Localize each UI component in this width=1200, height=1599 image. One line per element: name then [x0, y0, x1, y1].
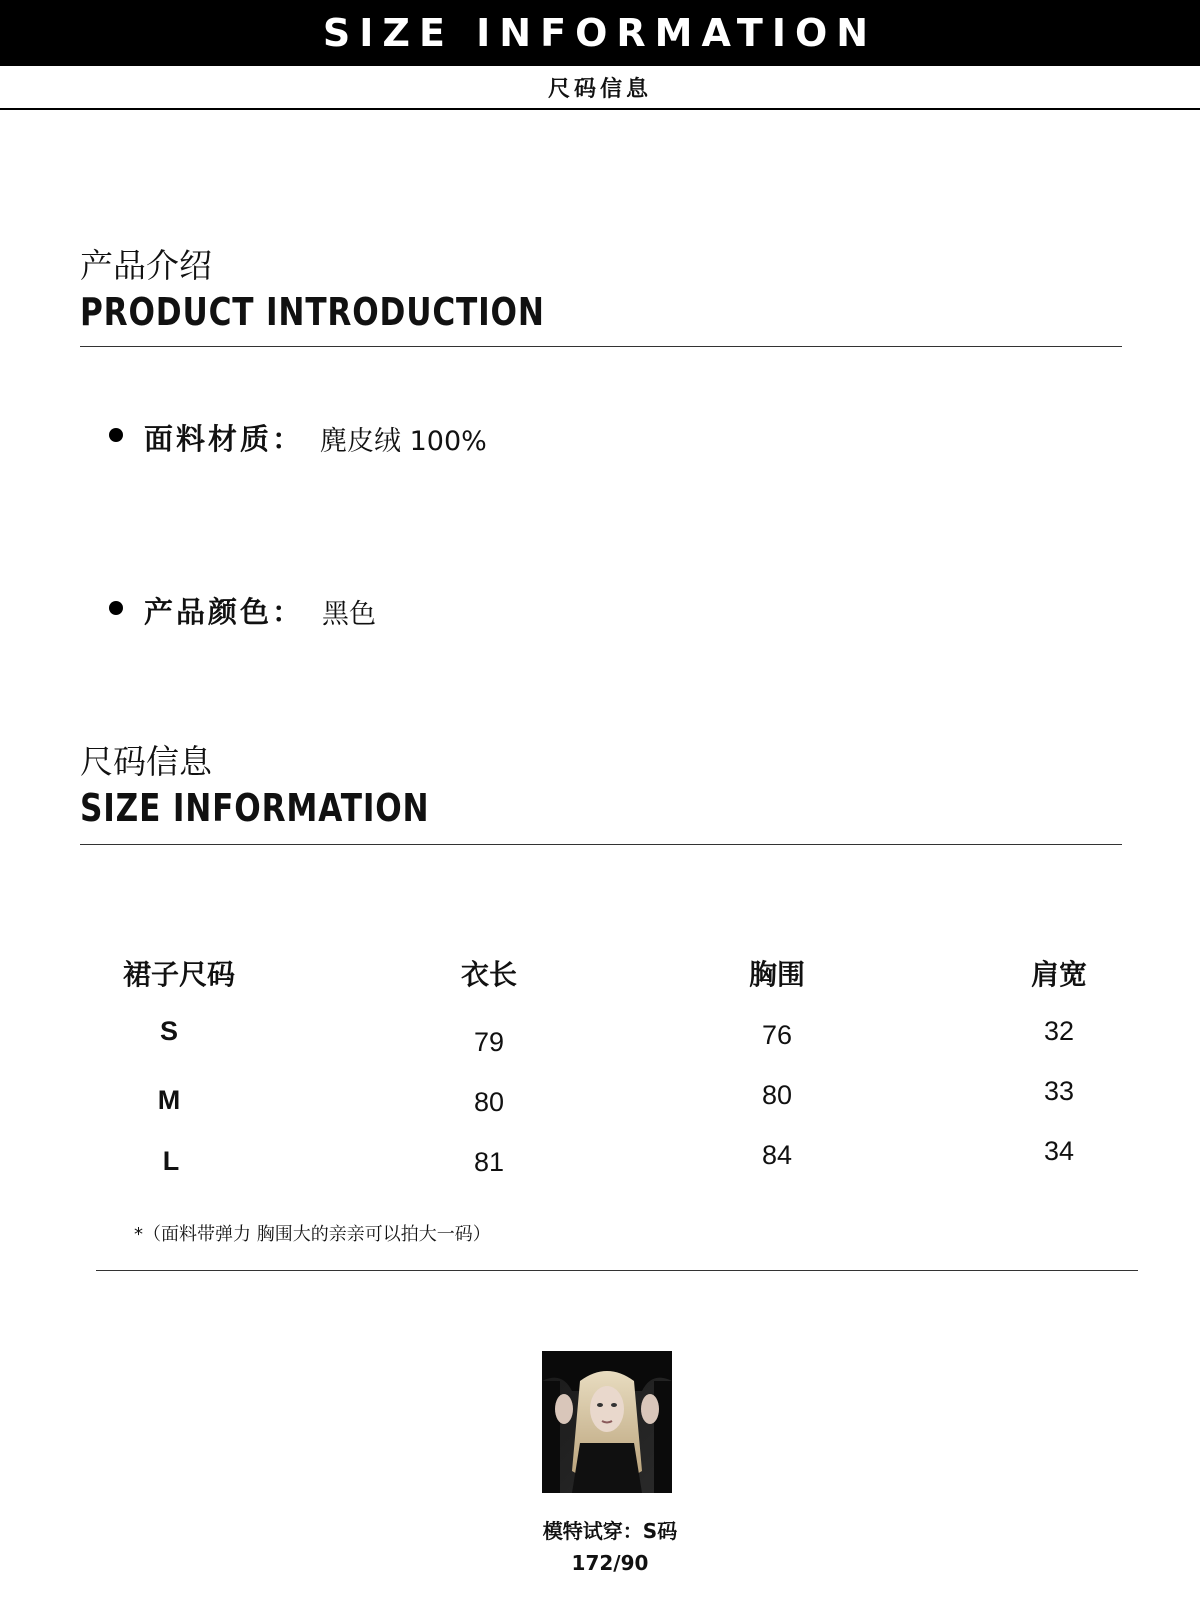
banner-subtitle: 尺码信息 [547, 76, 652, 102]
size-note: *（面料带弹力 胸围大的亲亲可以拍大一码） [134, 1224, 491, 1245]
model-fit-label: 模特试穿：S码 [542, 1519, 678, 1543]
banner-title: SIZE INFORMATION [0, 0, 1200, 66]
table-header-size: 裙子尺码 [122, 958, 235, 991]
table-header-length: 衣长 [460, 958, 517, 991]
model-photo-illustration [542, 1351, 672, 1493]
table-bottom-divider [96, 1270, 1138, 1271]
product-section-title-cn: 产品介绍 [80, 246, 212, 285]
product-section-title-en: PRODUCT INTRODUCTION [80, 290, 545, 334]
length-cell: 81 [473, 1147, 505, 1177]
material-value: 麂皮绒 100% [320, 426, 487, 457]
size-section-divider [80, 844, 1122, 845]
size-section-title-cn: 尺码信息 [80, 742, 212, 781]
shoulder-cell: 32 [1043, 1016, 1075, 1046]
material-label: 面料材质： [144, 422, 305, 456]
bust-cell: 76 [761, 1020, 793, 1050]
model-photo [542, 1351, 672, 1493]
shoulder-cell: 33 [1043, 1076, 1075, 1106]
bust-cell: 84 [761, 1140, 793, 1170]
table-header-bust: 胸围 [748, 958, 805, 991]
model-measurements: 172/90 [571, 1551, 649, 1575]
size-cell: S [159, 1016, 178, 1046]
length-cell: 79 [473, 1027, 505, 1057]
product-section-divider [80, 346, 1122, 347]
bullet-icon [109, 428, 123, 442]
length-cell: 80 [473, 1087, 505, 1117]
banner-divider [0, 108, 1200, 110]
color-label: 产品颜色： [144, 595, 305, 629]
size-cell: M [157, 1085, 181, 1115]
size-section-title-en: SIZE INFORMATION [80, 786, 430, 830]
color-value: 黑色 [322, 599, 376, 630]
table-header-shoulder: 肩宽 [1030, 958, 1087, 991]
shoulder-cell: 34 [1043, 1136, 1075, 1166]
size-cell: L [162, 1146, 180, 1176]
bullet-icon [109, 601, 123, 615]
bust-cell: 80 [761, 1080, 793, 1110]
